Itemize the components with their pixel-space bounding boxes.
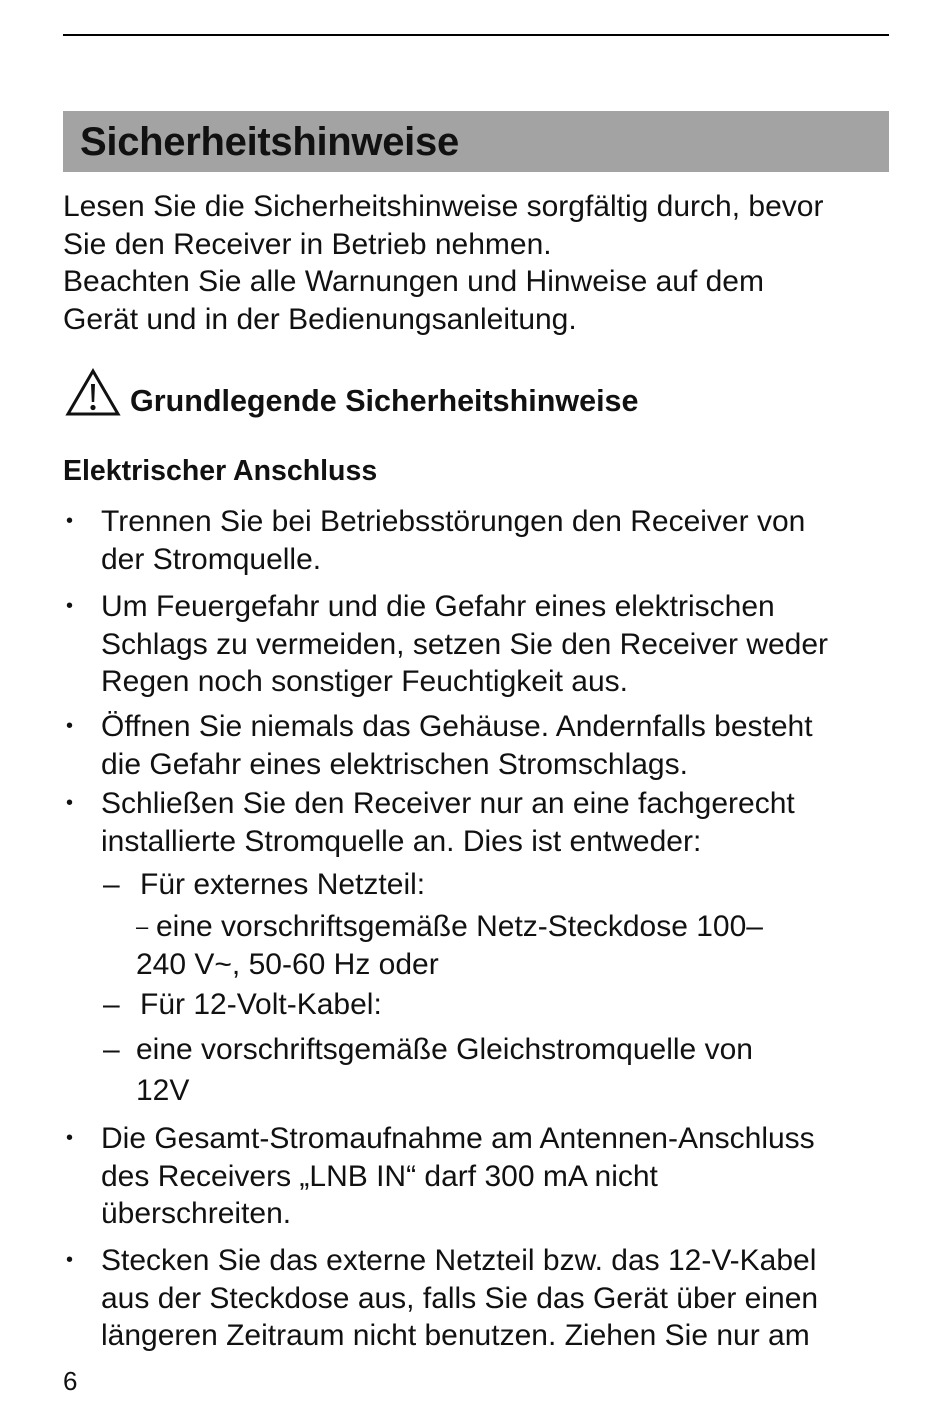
bullet-glyph: •	[66, 595, 74, 617]
warning-triangle-icon	[65, 368, 121, 418]
intro-line: Gerät und in der Bedienungsanleitung.	[63, 302, 577, 336]
intro-paragraph	[63, 188, 903, 338]
list-item-line: der Stromquelle.	[101, 542, 322, 576]
warning-heading-text: Grundlegende Sicherheitshinweise	[130, 384, 639, 418]
sub-item-detail-line: 12V	[136, 1074, 190, 1107]
top-rule	[63, 34, 889, 36]
bullet-glyph: •	[66, 1249, 74, 1271]
dash-glyph: –	[136, 914, 149, 939]
list-item-line: Die Gesamt-Stromaufnahme am Antennen-Anschluss	[101, 1122, 815, 1155]
subheading-electrical: Elektrischer Anschluss	[63, 455, 378, 487]
list-item-line: Trennen Sie bei Betriebsstörungen den Receiver von	[101, 505, 806, 538]
sub-item-label: Für externes Netzteil:	[140, 868, 426, 901]
bullet-glyph: •	[66, 1127, 74, 1149]
list-item-line: des Receivers „LNB IN“ darf 300 mA nicht	[101, 1159, 658, 1193]
intro-line: Beachten Sie alle Warnungen und Hinweise auf dem	[63, 265, 764, 298]
list-item-line: Schlags zu vermeiden, setzen Sie den Receiver weder	[101, 627, 829, 661]
sub-item-label: Für 12-Volt-Kabel:	[140, 988, 382, 1021]
section-title: Sicherheitshinweise	[80, 120, 459, 164]
bullet-glyph: •	[66, 715, 74, 737]
list-item-line: installierte Stromquelle an. Dies ist entweder:	[101, 824, 702, 858]
warning-heading	[63, 368, 903, 428]
list-item-line: Um Feuergefahr und die Gefahr eines elektrischen	[101, 590, 775, 623]
sub-item-detail-line: eine vorschriftsgemäße Netz-Steckdose 100–	[156, 910, 763, 943]
dash-glyph: –	[103, 868, 120, 901]
list-item-line: Schließen Sie den Receiver nur an eine fachgerecht	[101, 787, 795, 820]
section-header	[63, 111, 889, 172]
list-item-line: Öffnen Sie niemals das Gehäuse. Andernfalls besteht	[101, 710, 813, 743]
list-item-line: die Gefahr eines elektrischen Stromschlags.	[101, 747, 688, 781]
page-number: 6	[63, 1366, 78, 1396]
list-item-line: aus der Steckdose aus, falls Sie das Gerät über einen	[101, 1281, 819, 1315]
intro-line: Sie den Receiver in Betrieb nehmen.	[63, 227, 552, 261]
sub-item-detail-line: 240 V~, 50-60 Hz oder	[136, 947, 439, 981]
sub-item-detail-line: eine vorschriftsgemäße Gleichstromquelle von	[136, 1033, 753, 1066]
list-item-line: überschreiten.	[101, 1197, 292, 1230]
list-item-line: Regen noch sonstiger Feuchtigkeit aus.	[101, 665, 628, 698]
list-item-line: längeren Zeitraum nicht benutzen. Ziehen Sie nur am	[101, 1319, 810, 1352]
list-item-line: Stecken Sie das externe Netzteil bzw. das 12-V-Kabel	[101, 1244, 817, 1277]
bullet-glyph: •	[66, 510, 74, 532]
bullet-glyph: •	[66, 792, 74, 814]
intro-line: Lesen Sie die Sicherheitshinweise sorgfältig durch, bevor	[63, 190, 824, 223]
dash-glyph: –	[103, 988, 120, 1021]
dash-glyph: –	[103, 1033, 120, 1066]
